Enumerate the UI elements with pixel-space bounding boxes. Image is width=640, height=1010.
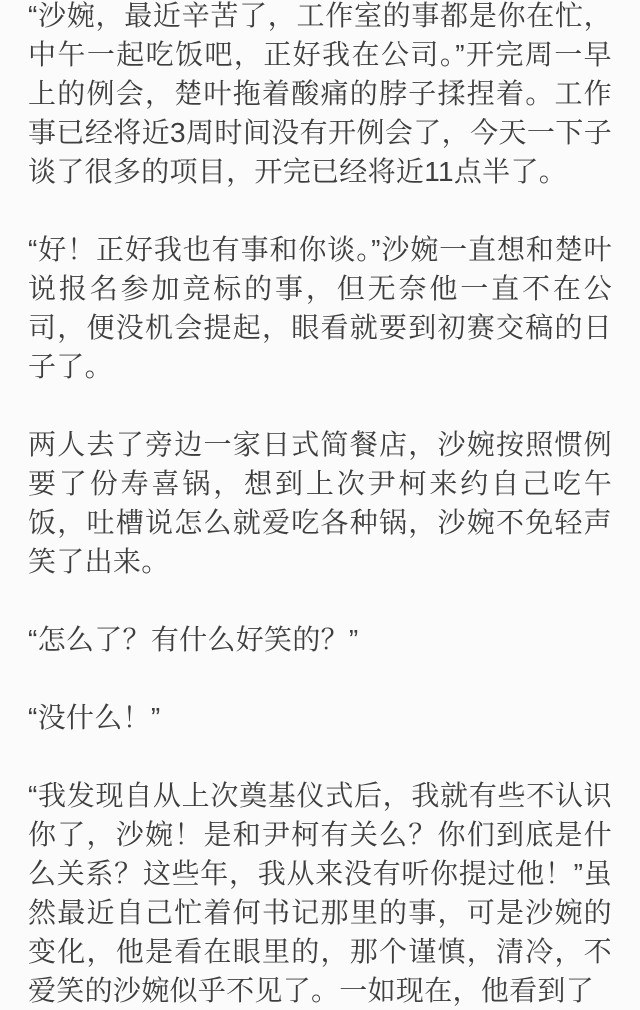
paragraph: 两人去了旁边一家日式简餐店，沙婉按照惯例要了份寿喜锅，想到上次尹柯来约自己吃午饭，吐槽说怎么就爱吃各种锅，沙婉不免轻声笑了出来。	[28, 429, 612, 577]
paragraph: “没什么！”	[28, 702, 161, 733]
paragraph: “沙婉，最近辛苦了，工作室的事都是你在忙，中午一起吃饭吧，正好我在公司。”开完周一早上的例会，楚叶拖着酸痛的脖子揉捏着。工作事已经将近3周时间没有开例会了，今天一下子谈了很多的项目，开完已经将近11点半了。	[28, 0, 612, 187]
paragraph: “怎么了？有什么好笑的？”	[28, 624, 359, 655]
chapter-text	[28, 0, 612, 1010]
paragraph: “好！正好我也有事和你谈。”沙婉一直想和楚叶说报名参加竞标的事，但无奈他一直不在公司，便没机会提起，眼看就要到初赛交稿的日子了。	[28, 234, 612, 382]
paragraph: “我发现自从上次奠基仪式后，我就有些不认识你了，沙婉！是和尹柯有关么？你们到底是什么关系？这些年，我从来没有听你提过他！”虽然最近自己忙着何书记那里的事，可是沙婉的变化，他是看在眼里的，那个谨慎，清冷，不爱笑的沙婉似乎不见了。一如现在，他看到了	[28, 780, 612, 1006]
